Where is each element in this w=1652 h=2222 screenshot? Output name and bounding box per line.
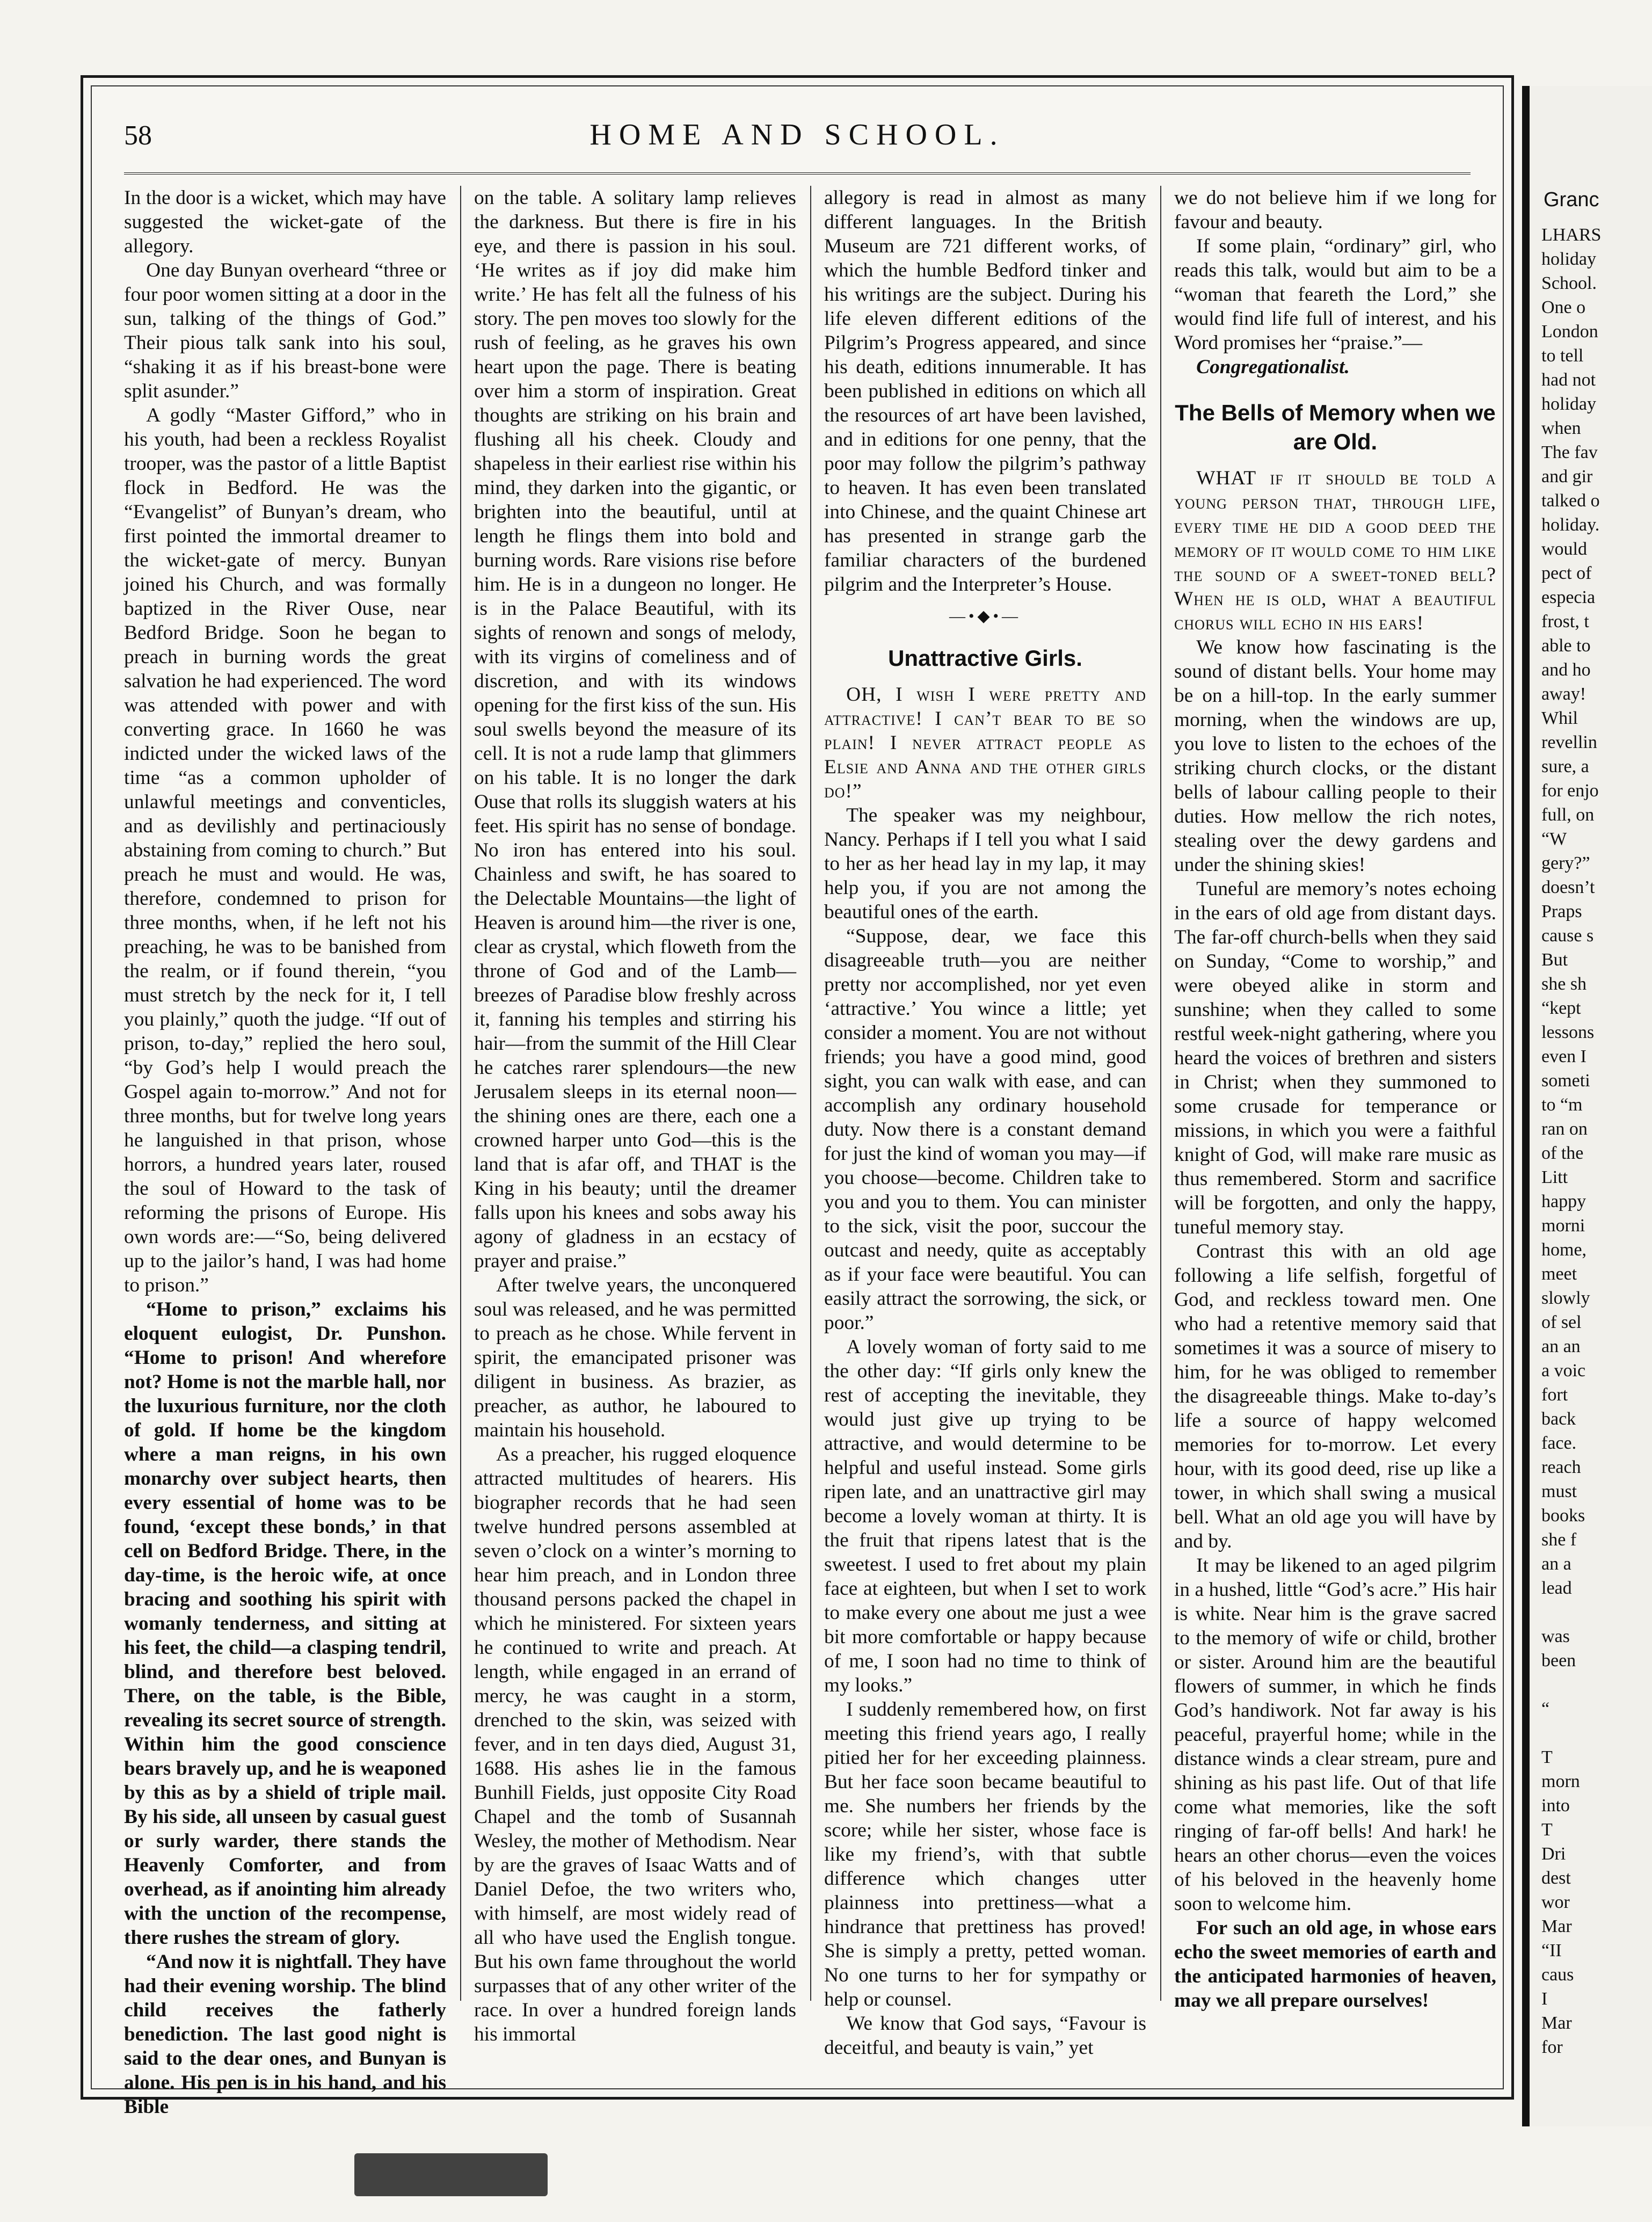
adjacent-page-line: must: [1541, 1482, 1577, 1501]
adjacent-page-line: “II: [1541, 1941, 1562, 1960]
paragraph: A lovely woman of forty said to me the other day: “If girls only knew the rest of accepting the inevitable, they would just give up trying to be attractive, and would determine to be helpful and useful instead. Some girls ripen late, and an unattractive girl may become a lovely woman at thirty. It is the fruit that ripens latest that is the sweetest. I used to fret about my plain face at eighteen, but when I set to work to make every one about me just a wee bit more comfortable or happy because of me, I soon had no time to think of my looks.”: [824, 1336, 1146, 1696]
adjacent-page-line: able to: [1541, 636, 1591, 656]
adjacent-page-line: Dri: [1541, 1844, 1566, 1864]
adjacent-page-line: London: [1541, 322, 1598, 342]
adjacent-page-line: [1530, 1721, 1652, 1745]
paragraph: “Suppose, dear, we face this disagreeable truth—you are neither pretty nor accomplished, nor yet even ‘attractive.’ You wince a little; yet consider a moment. You are not without friends; you have a good mind, good sight, you can walk with ease, and can accomplish any ordinary household duty. Now there is a constant demand for just the kind of woman you may—if you choose—become. Children take to you and you to them. You can minister to the sick, visit the poor, succour the outcast and needy, quite as acceptably as if your face were beautiful. You can easily attract the sorrowing, the sick, or poor.”: [824, 925, 1146, 1334]
section-ornament: —•◆•—: [949, 607, 1022, 625]
print-smudge: [354, 2153, 548, 2196]
adjacent-page-line: fort: [1541, 1385, 1568, 1405]
adjacent-page-line: “: [1541, 1699, 1550, 1719]
adjacent-page-line: full, on: [1541, 805, 1595, 825]
adjacent-page-line: lead: [1541, 1578, 1572, 1598]
publication-title: HOME AND SCHOOL.: [590, 118, 1005, 151]
adjacent-page-line: Mar: [1541, 2013, 1572, 2033]
paragraph: Tuneful are memory’s notes echoing in the ears of old age from distant days. The far-off church-bells when they said on Sunday, “Come to worship,” and were obeyed alike in storm and sunshine; when they called to some restful week-night gathering, where you heard the voices of brethren and sisters in Christ; when they summoned to some crusade for temperance or missions, in which you were a faithful knight of God, will make rare music as thus remembered. Storm and sacrifice will be forgotten, and only the happy, tuneful memory stay.: [1174, 878, 1496, 1238]
adjacent-page-line: ran on: [1541, 1119, 1588, 1139]
adjacent-page-line: sure, a: [1541, 757, 1589, 776]
adjacent-page-lines: [1530, 223, 1652, 2059]
adjacent-page-line: when: [1541, 418, 1581, 438]
column-4: [1174, 186, 1496, 2012]
adjacent-page-line: doesn’t: [1541, 877, 1595, 897]
source-credit: Congregationalist.: [1196, 356, 1350, 378]
adjacent-page-line: The fav: [1541, 442, 1598, 462]
column-3: [824, 186, 1146, 2059]
adjacent-page-line: revellin: [1541, 732, 1597, 752]
adjacent-page-line: T: [1541, 1820, 1553, 1840]
adjacent-page-line: morn: [1541, 1771, 1580, 1791]
adjacent-page-line: for enjo: [1541, 781, 1599, 801]
adjacent-page-heading: Granc: [1544, 188, 1599, 211]
adjacent-page-line: and ho: [1541, 660, 1591, 680]
adjacent-page-line: lessons: [1541, 1022, 1595, 1042]
adjacent-page-line: I: [1541, 1989, 1548, 2009]
adjacent-page-line: T: [1541, 1747, 1553, 1767]
adjacent-page-line: School.: [1541, 273, 1597, 293]
paragraph: The speaker was my neighbour, Nancy. Perhaps if I tell you what I said to her as her head lay in my lap, it may help you, if you are not among the beautiful ones of the earth.: [824, 804, 1146, 923]
adjacent-page-line: face.: [1541, 1433, 1577, 1453]
adjacent-page-line: happy: [1541, 1192, 1586, 1211]
adjacent-page-line: Praps: [1541, 902, 1582, 921]
paragraph: After twelve years, the unconquered soul was released, and he was permitted to preach as he chose. While fervent in spirit, the emancipated prisoner was diligent in business. As brazier, as preacher, as author, he laboured to maintain his household.: [474, 1274, 796, 1441]
column-rule: [460, 186, 461, 2001]
adjacent-page-line: she sh: [1541, 974, 1587, 994]
adjacent-page-line: an an: [1541, 1337, 1581, 1356]
adjacent-page-line: talked o: [1541, 491, 1600, 511]
adjacent-page-line: been: [1541, 1651, 1576, 1671]
adjacent-page-line: even I: [1541, 1047, 1587, 1066]
column-rule: [810, 186, 811, 2001]
paragraph: One day Bunyan overheard “three or four poor women sitting at a door in the sun, talking of the things of God.” Their pious talk sank into his soul, “shaking it as if his breast-bone were split asunder.”: [124, 259, 446, 402]
adjacent-page-line: especia: [1541, 587, 1596, 607]
paragraph: allegory is read in almost as many different languages. In the British Museum are 721 different works, of which the humble Bedford tinker and his writings are the subject. During his life eleven different editions of the Pilgrim’s Progress appeared, and since his death, editions innumerable. It has been published in editions on which all the resources of art have been lavished, and in editions for one penny, that the poor may follow the pilgrim’s pathway to heaven. It has even been translated into Chinese, and the quaint Chinese art has presented in strange garb the familiar characters of the burdened pilgrim and the Interpreter’s House.: [824, 187, 1146, 596]
adjacent-page-line: and gir: [1541, 467, 1593, 486]
adjacent-page-line: away!: [1541, 684, 1586, 704]
adjacent-page-line: “W: [1541, 829, 1567, 849]
paragraph: As a preacher, his rugged eloquence attracted multitudes of hearers. His biographer records that he had seen twelve hundred persons assembled at seven o’clock on a winter’s morning to hear him preach, and in London three thousand persons packed the chapel in which he ministered. For sixteen years he continued to write and preach. At length, while engaged in an errand of mercy, he was caught in a storm, drenched to the skin, was seized with fever, and in ten days died, August 31, 1688. His ashes lie in the famous Bunhill Fields, just opposite City Road Chapel and the tomb of Susannah Wesley, the mother of Methodism. Near by are the graves of Isaac Watts and of Daniel Defoe, the two writers who, with himself, are most widely read of all who have used the English tongue. But his own fame throughout the world surpasses that of any other writer of the race. In over a hundred foreign lands his immortal: [474, 1443, 796, 2045]
page-number: 58: [124, 120, 152, 151]
adjacent-page-line: One o: [1541, 297, 1586, 317]
adjacent-page-line: “kept: [1541, 998, 1581, 1018]
adjacent-page-line: gery?”: [1541, 853, 1590, 873]
adjacent-page-line: for: [1541, 2037, 1563, 2057]
adjacent-page-line: pect of: [1541, 563, 1592, 583]
adjacent-page-line: holiday: [1541, 394, 1596, 414]
adjacent-page-line: into: [1541, 1796, 1570, 1816]
paragraph: We know that God says, “Favour is deceitful, and beauty is vain,” yet: [824, 2013, 1146, 2059]
adjacent-page-line: to “m: [1541, 1095, 1583, 1115]
adjacent-page-line: Mar: [1541, 1916, 1572, 1936]
page-header: [124, 108, 1471, 175]
paragraph: We know how fascinating is the sound of distant bells. Your home may be on a hill-top. In the early summer morning, when the windows are up, you love to listen to the echoes of the striking church clocks, or the distant bells of labour calling people to their duties. How mellow the rich notes, stealing over the dewy gardens and under the shining skies!: [1174, 636, 1496, 876]
adjacent-page-line: would: [1541, 539, 1587, 559]
paragraph: A godly “Master Gifford,” who in his youth, had been a reckless Royalist trooper, was the pastor of a little Baptist flock in Bedford. He was the “Evangelist” of Bunyan’s dream, who first pointed the immortal dreamer to the wicket-gate of mercy. Bunyan joined his Church, and was formally baptized in the River Ouse, near Bedford Bridge. Soon he began to preach in burning words the great salvation he had experienced. The word was attended with power and with converting grace. In 1660 he was indicted under the wicked laws of the time “as a common upholder of unlawful meetings and conventicles, and as devilishly and pertinaciously abstaining from coming to church.” But preach he must and would. He was, therefore, condemned to prison for three months, when, if he left not his preaching, he was to be banished from the realm, or if found therein, “you must stretch by the neck for it, I tell you plainly,” quoth the judge. “If out of prison, to-day,” replied the hero soul, “by God’s help I would preach the Gospel again to-morrow.” And not for three months, but for twelve long years he languished in that prison, whose horrors, a hundred years later, roused the soul of Howard to the task of reforming the prisons of Europe. His own words are:—“So, being delivered up to the jailor’s hand, I was had home to prison.”: [124, 404, 446, 1296]
adjacent-page-line: of sel: [1541, 1312, 1582, 1332]
adjacent-page-line: cause s: [1541, 926, 1594, 946]
paragraph: If some plain, “ordinary” girl, who reads this talk, would but aim to be a “woman that feareth the Lord,” she would find life full of interest, and his Word promises her “praise.”—: [1174, 235, 1496, 354]
adjacent-page-line: she f: [1541, 1530, 1577, 1550]
article-heading-unattractive-girls: Unattractive Girls.: [888, 645, 1082, 671]
paragraph: OH, I wish I were pretty and attractive! I can’t bear to be so plain! I never attract people as Elsie and Anna and the other girls do!”: [824, 684, 1146, 802]
adjacent-page-line: But: [1541, 950, 1568, 970]
adjacent-page-line: [1530, 1600, 1652, 1624]
adjacent-page-line: of the: [1541, 1143, 1584, 1163]
adjacent-page-line: frost, t: [1541, 612, 1589, 631]
paragraph: Contrast this with an old age following a life selfish, forgetful of God, and reckless toward men. One who had a retentive memory said that sometimes it was a source of misery to him, for he was obliged to remember the disagreeable things. Make to-day’s life a source of happy welcomed memories for to-morrow. Let every hour, with its good deed, rise up like a tower, in which shall swing a musical bell. What an old age you will have by and by.: [1174, 1240, 1496, 1552]
adjacent-page-line: caus: [1541, 1965, 1574, 1985]
adjacent-page-line: holiday: [1541, 249, 1596, 269]
paragraph: It may be likened to an aged pilgrim in a hushed, little “God’s acre.” His hair is white. Near him is the grave sacred to the memory of wife or child, brother or sister. Around him are the beautiful flowers of summer, in which he finds God’s handiwork. Not far away is his peaceful, prayerful home; while in the distance winds a clear stream, pure and shining as his past life. Out of that life come what memories, like the soft ringing of far-off bells! And hark! he hears an other chorus—even the voices of his beloved in the heavenly home soon to welcome him.: [1174, 1555, 1496, 1915]
page-inner-border: [91, 85, 1504, 2118]
page-frame: [81, 75, 1514, 2118]
paragraph: on the table. A solitary lamp relieves the darkness. But there is fire in his eye, and there is passion in his soul. ‘He writes as if joy did make him write.’ He has felt all the fulness of his story. The pen moves too slowly for the rush of feeling, as he graves his own heart upon the page. There is beating over him a storm of inspiration. Great thoughts are striking on his brain and flushing all his cheek. Cloudy and shapeless in their earliest rise within his mind, they darken into the gigantic, or brighten into the beautiful, until at length he flings them into bold and burning words. Rare visions rise before him. He is in a dungeon no longer. He is in the Palace Beautiful, with its sights of renown and songs of melody, with its virgins of comeliness and of discretion, and with its windows opening for the first kiss of the sun. His soul swells beyond the measure of its cell. It is not a rude lamp that glimmers on his table. It is no longer the dark Ouse that rolls its sluggish waters at his feet. His spirit has no sense of bondage. No iron has entered into his soul. Chainless and swift, he has soared to the Delectable Mountains—the light of Heaven is around him—the river is one, clear as crystal, which floweth from the throne of God and of the Lamb—breezes of Paradise blow freshly across it, fanning his temples and stirring his hair—from the summit of the Hill Clear he catches rarer splendours—the new Jerusalem sleeps in its eternal noon—the shining ones are there, each one a crowned harper unto God—this is the land that is afar off, and THAT is the King in his beauty; until the dreamer falls upon his knees and sobs away his agony of gladness in an ecstacy of prayer and praise.”: [474, 187, 796, 1272]
adjacent-page-line: LHARS: [1541, 225, 1602, 245]
paragraph: we do not believe him if we long for favour and beauty.: [1174, 187, 1496, 233]
column-2: [474, 186, 796, 2045]
adjacent-page-line: reach: [1541, 1457, 1581, 1477]
adjacent-page-line: books: [1541, 1506, 1585, 1526]
paragraph: “And now it is nightfall. They have had their evening worship. The blind child receives the fatherly benediction. The last good night is said to the dear ones, and Bunyan is alone. His pen is in his hand, and his Bible: [124, 1951, 446, 2118]
adjacent-page-line: morni: [1541, 1216, 1585, 1236]
adjacent-page-line: back: [1541, 1409, 1576, 1429]
adjacent-page-line: someti: [1541, 1071, 1590, 1091]
column-1: [124, 186, 446, 2118]
adjacent-page-line: Litt: [1541, 1167, 1568, 1187]
adjacent-page-line: a voic: [1541, 1361, 1586, 1381]
paragraph: “Home to prison,” exclaims his eloquent eulogist, Dr. Punshon. “Home to prison! And wherefore not? Home is not the marble hall, nor the luxurious furniture, nor the cloth of gold. If home be the kingdom where a man reigns, in his own monarchy over subject hearts, then every essential of home was to be found, ‘except these bonds,’ in that cell on Bedford Bridge. There, in the day-time, is the heroic wife, at once bracing and soothing his spirit with womanly tenderness, and sitting at his feet, the child—a clasping tendril, blind, and therefore best beloved. There, on the table, is the Bible, revealing its secret source of strength. Within him the good conscience bears bravely up, and he is weaponed by this as by a shield of triple mail. By his side, all unseen by casual guest or surly warder, there stands the Heavenly Comforter, and from overhead, as if anointing him already with the unction of the recompense, there rushes the stream of glory.: [124, 1298, 446, 1949]
adjacent-page-line: meet: [1541, 1264, 1577, 1284]
adjacent-page-line: [1530, 1673, 1652, 1697]
adjacent-page-line: home,: [1541, 1240, 1587, 1260]
paragraph: WHAT if it should be told a young person that, through life, every time he did a good deed the memory of it would come to him like the sound of a sweet-toned bell? When he is old, what a beautiful chorus will echo in his ears!: [1174, 467, 1496, 634]
adjacent-page-edge: [1522, 86, 1652, 2126]
paragraph: For such an old age, in whose ears echo the sweet memories of earth and the anticipated harmonies of heaven, may we all prepare ourselves!: [1174, 1917, 1496, 2012]
adjacent-page-line: was: [1541, 1626, 1570, 1646]
adjacent-page-line: to tell: [1541, 346, 1584, 366]
adjacent-page-line: an a: [1541, 1554, 1571, 1574]
adjacent-page-line: slowly: [1541, 1288, 1590, 1308]
article-heading-bells-of-memory: The Bells of Memory when we are Old.: [1175, 400, 1496, 454]
paragraph: In the door is a wicket, which may have suggested the wicket-gate of the allegory.: [124, 187, 446, 257]
adjacent-page-line: holiday.: [1541, 515, 1600, 535]
adjacent-page-line: wor: [1541, 1892, 1570, 1912]
adjacent-page-line: had not: [1541, 370, 1596, 390]
paragraph: I suddenly remembered how, on first meeting this friend years ago, I really pitied her for her exceeding plainness. But her face soon became beautiful to me. She numbers her friends by the score; while her sister, whose face is like my friend’s, with that subtle difference which changes utter plainness into prettiness—what a hindrance that prettiness has proved! She is simply a pretty, petted woman. No one turns to her for sympathy or help or counsel.: [824, 1698, 1146, 2010]
adjacent-page-line: dest: [1541, 1868, 1571, 1888]
column-rule: [1160, 186, 1161, 2001]
adjacent-page-line: Whil: [1541, 708, 1578, 728]
